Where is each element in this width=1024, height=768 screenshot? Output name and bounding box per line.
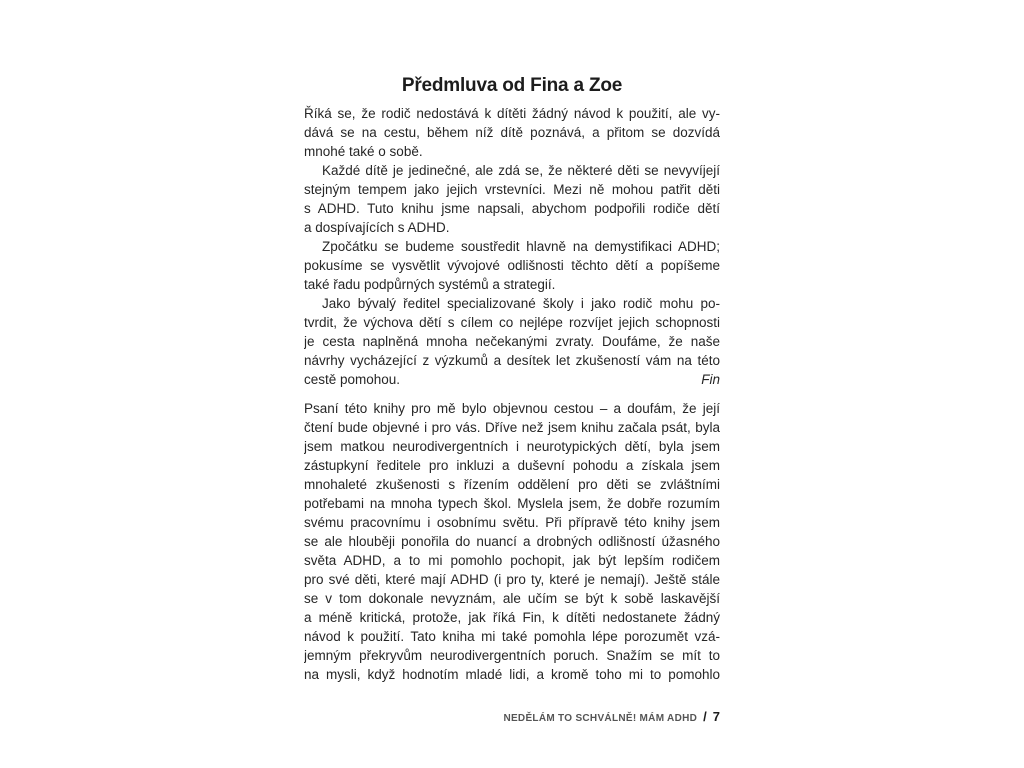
paragraph-line: s ADHD. Tuto knihu jsme napsali, abychom podpořili rodiče dětí bbox=[304, 201, 720, 216]
paragraph-line: Každé dítě je jedinečné, ale zdá se, že některé děti se nevyvíjejí bbox=[322, 163, 720, 178]
paragraph-line: čtení bude objevné i pro vás. Dříve než jsem knihu začala psát, byla bbox=[304, 420, 720, 435]
paragraph-line: potřebami na mnoha typech škol. Myslela jsem, že dobře rozumím bbox=[304, 496, 720, 511]
paragraph-line: jemným překryvům neurodivergentních poruch. Snažím se mít to bbox=[304, 648, 720, 663]
paragraph-line: návod k použití. Tato kniha mi také pomohla lépe porozumět vzá- bbox=[304, 629, 720, 644]
paragraph-line: dává se na cestu, během níž dítě poznává, a přitom se dozvídá bbox=[304, 125, 720, 140]
paragraph-line: také řadu podpůrných systémů a strategií. bbox=[304, 277, 556, 292]
running-title: NEDĚLÁM TO SCHVÁLNĚ! MÁM ADHD bbox=[503, 713, 698, 724]
paragraph-line: a méně kritická, protože, jak říká Fin, k dítěti nedostanete žádný bbox=[304, 610, 720, 625]
paragraph-line: Říká se, že rodič nedostává k dítěti žádný návod k použití, ale vy- bbox=[304, 106, 720, 121]
paragraph-line: se v tom dokonale nevyznám, ale učím se být k sobě laskavější bbox=[304, 591, 720, 606]
paragraph-line: světa ADHD, a to mi pomohlo pochopit, jak být lepším rodičem bbox=[304, 553, 720, 568]
paragraph-line: návrhy vycházející z výzkumů a desítek let zkušeností vám na této bbox=[304, 353, 720, 368]
foreword-fin bbox=[304, 104, 720, 389]
paragraph-line: Jako bývalý ředitel specializované školy i jako rodič mohu po- bbox=[322, 296, 720, 311]
footer-separator: / bbox=[703, 709, 707, 724]
signature-fin: Fin bbox=[701, 372, 720, 387]
paragraph-line: se ale hlouběji ponořila do nuancí a drobných odlišností úžasného bbox=[304, 534, 720, 549]
paragraph-line: svému pracovnímu i osobnímu světu. Při přípravě této knihy jsem bbox=[304, 515, 720, 530]
paragraph-line: pro své děti, které mají ADHD (i pro ty, které je nemají). Ještě stále bbox=[304, 572, 720, 587]
paragraph-line: a dospívajících s ADHD. bbox=[304, 220, 450, 235]
last-line-text: cestě pomohou. bbox=[304, 372, 401, 387]
paragraph-line: tvrdit, že výchova dětí s cílem co nejlépe rozvíjet jejich schopnosti bbox=[304, 315, 720, 330]
page-number: 7 bbox=[712, 709, 720, 724]
paragraph-line: mnohé také o sobě. bbox=[304, 144, 423, 159]
paragraph-line bbox=[304, 370, 720, 389]
paragraph-line: zástupkyní ředitele pro inkluzi a duševní pohodu a získala jsem bbox=[304, 458, 720, 473]
paragraph-line: stejným tempem jako jejich vrstevníci. Mezi ně mohou patřit děti bbox=[304, 182, 720, 197]
page-footer bbox=[503, 709, 720, 724]
chapter-title: Předmluva od Fina a Zoe bbox=[401, 74, 623, 96]
paragraph-line: jsem matkou neurodivergentních i neurotypických dětí, byla jsem bbox=[304, 439, 720, 454]
paragraph-line: na mysli, když hodnotím mladé lidi, a kromě toho mi to pomohlo bbox=[304, 667, 720, 682]
paragraph-line: je cesta naplněná mnoha nečekanými zvraty. Doufáme, že naše bbox=[304, 334, 720, 349]
paragraph-line: Zpočátku se budeme soustředit hlavně na demystifikaci ADHD; bbox=[322, 239, 720, 254]
paragraph-line: mnohaleté zkušenosti s řízením oddělení pro děti se zvláštními bbox=[304, 477, 720, 492]
paragraph-line: Psaní této knihy pro mě bylo objevnou cestou – a doufám, že její bbox=[304, 401, 720, 416]
paragraph-line: pokusíme se vysvětlit vývojové odlišnosti těchto dětí a popíšeme bbox=[304, 258, 720, 273]
foreword-zoe bbox=[304, 399, 720, 684]
